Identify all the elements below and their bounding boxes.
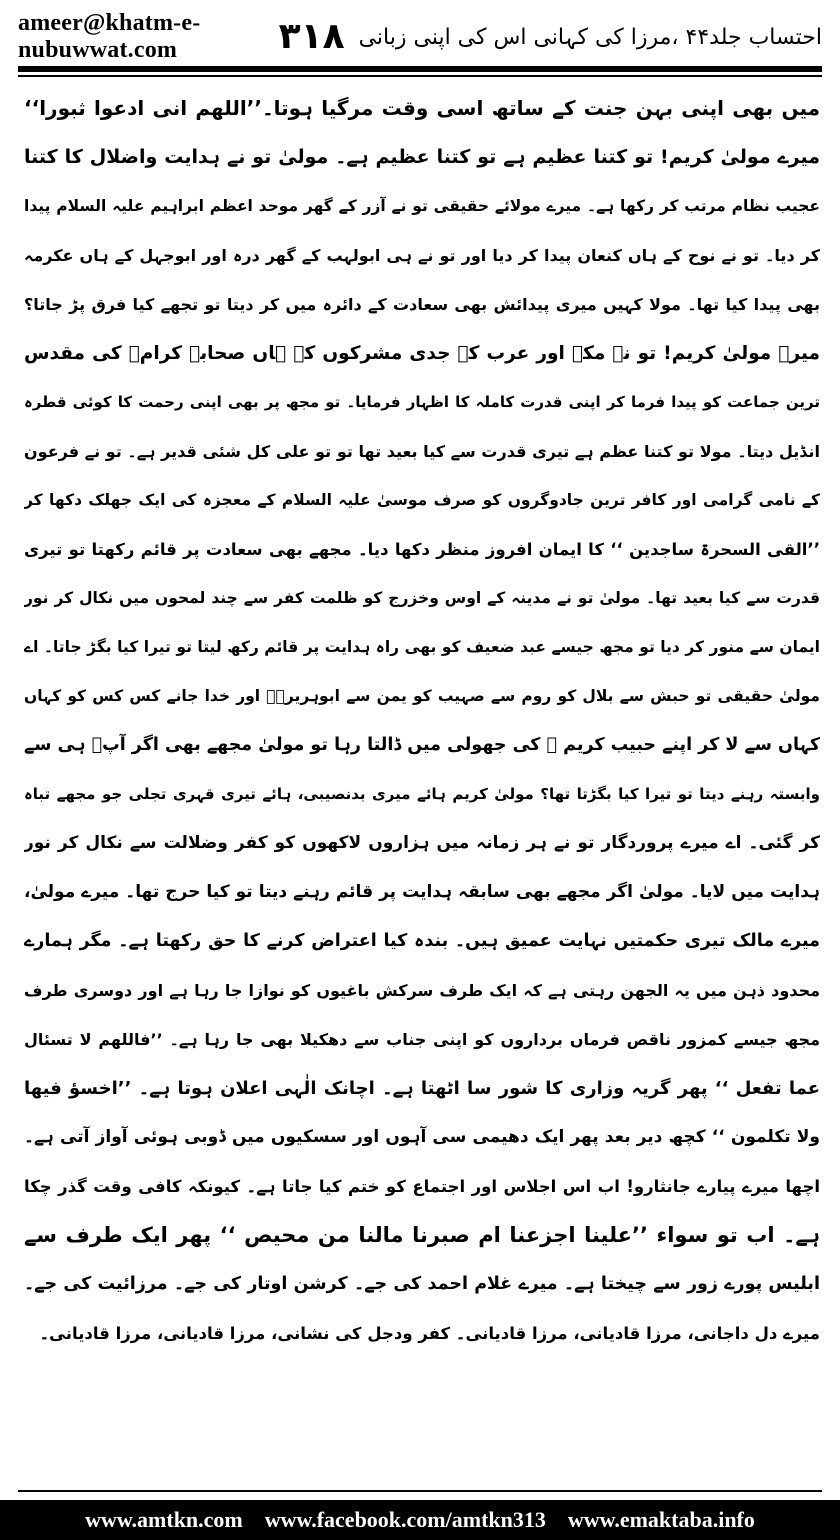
footer-link-amtkn[interactable]: www.amtkn.com	[85, 1507, 243, 1532]
header-email[interactable]: ameer@khatm-e-nubuwwat.com	[18, 10, 201, 63]
text-line: ترین جماعت کو پیدا فرما کر اپنی قدرت کاملہ کا اظہار فرمایا۔ تو مجھ پر بھی اپنی رحمت کا کوئی قطرہ	[24, 393, 820, 411]
text-line: ہے۔ اب تو سواء ’’علینا اجزعنا ام صبرنا مالنا من محیص ‘‘ پھر ایک طرف سے	[24, 1223, 820, 1247]
text-line: ابلیس پورے زور سے چیختا ہے۔ میرے غلام احمد کی جے۔ کرشن اوتار کی جے۔ مرزائیت کی جے۔	[24, 1274, 820, 1294]
text-line: میرے مولیٰ کریم! تو نے مکہ اور عرب کے جدی مشرکوں کے ہاں صحابہ کرامؓ کی مقدس	[24, 343, 820, 364]
text-line: انڈیل دیتا۔ مولا تو کتنا عظم ہے تیری قدرت سے کیا بعید تھا تو تو علی کل شئی قدیر ہے۔ تو نے فرعون	[24, 442, 820, 461]
footer-link-facebook[interactable]: www.facebook.com/amtkn313	[264, 1507, 546, 1532]
body-text	[24, 84, 820, 1358]
text-line: میرے مولیٰ کریم! تو کتنا عظیم ہے تو کتنا عظیم ہے۔ مولیٰ تو نے ہدایت واضلال کا کتنا	[24, 146, 820, 168]
text-line: وابستہ رہنے دیتا تو تیرا کیا بگڑتا تھا؟ مولیٰ کریم ہائے میری بدنصیبی، ہائے تیری قہری تجلی جو مجھے تباہ	[24, 785, 820, 803]
text-line: ولا تکلمون ‘‘ کچھ دیر بعد پھر ایک دھیمی سی آہوں اور سسکیوں میں ڈوبی ہوئی آواز آتی ہے۔	[24, 1127, 820, 1147]
text-line: ایمان سے منور کر دیا تو مجھ جیسے عبد ضعیف کو بھی راہ ہدایت پر قائم رکھ لیتا تو تیرا کیا بگڑ جاتا۔ اے	[24, 638, 820, 656]
text-line: مولیٰ حقیقی تو حبش سے بلال کو روم سے صہیب کو یمن سے ابوہریرہؓ اور خدا جانے کس کس کو کہاں	[24, 687, 820, 705]
text-line: محدود ذہن میں یہ الجھن رہتی ہے کہ ایک طرف سرکش باغیوں کو نوازا جا رہا ہے اور دوسری طرف	[24, 981, 820, 1000]
text-line: کے نامی گرامی اور کافر ترین جادوگروں کو صرف موسیٰ علیہ السلام کے معجزہ کی ایک جھلک دکھا کر	[24, 491, 820, 509]
text-line: ’’القی السحرۃ ساجدین ‘‘ کا ایمان افروز منظر دکھا دیا۔ مجھے بھی سعادت پر قائم رکھتا تو تیری	[24, 540, 820, 559]
header-rule-thin	[18, 75, 822, 77]
footer-link-emaktaba[interactable]: www.emaktaba.info	[567, 1507, 755, 1532]
page-footer	[0, 1500, 840, 1540]
text-line: اچھا میرے پیارے جانثارو! اب اس اجلاس اور اجتماع کو ختم کیا جاتا ہے۔ کیونکہ کافی وقت گذر چکا	[24, 1177, 820, 1196]
text-line: کر دیا۔ تو نے نوح کے ہاں کنعان پیدا کر دیا اور تو نے ہی ابولہب کے گھر درہ اور ابوجہل کے ہاں عکرمہ	[24, 246, 820, 265]
text-line: کر گئی۔ اے میرے پروردگار تو نے ہر زمانہ میں ہزاروں لاکھوں کو کفر وضلالت سے نکال کر نور	[24, 833, 820, 853]
text-line: بھی پیدا کیا تھا۔ مولا کہیں میری پیدائش بھی سعادت کے دائرہ میں کر دیتا تو تجھے کیا فرق پڑ جاتا؟	[24, 295, 820, 314]
header-title-group	[278, 16, 822, 57]
text-line: میرے مالک تیری حکمتیں نہایت عمیق ہیں۔ بندہ کیا اعتراض کرنے کا حق رکھتا ہے۔ مگر ہمارے	[24, 931, 820, 951]
text-line: قدرت سے کیا بعید تھا۔ مولیٰ تو نے مدینہ کے اوس وخزرج کو ظلمت کفر سے چند لمحوں میں نکال کر نور	[24, 589, 820, 607]
page-header	[18, 10, 822, 64]
text-line: میرے دل داجانی، مرزا قادیانی، مرزا قادیانی۔ کفر ودجل کی نشانی، مرزا قادیانی، مرزا قادیانی۔	[39, 1324, 820, 1343]
text-line: عما تفعل ‘‘ پھر گریہ وزاری کا شور سا اٹھتا ہے۔ اچانک الٰہی اعلان ہوتا ہے۔ ’’اخسؤ فیھا	[24, 1078, 820, 1099]
text-line: عجیب نظام مرتب کر رکھا ہے۔ میرے مولائے حقیقی تو نے آزر کے گھر موحد اعظم ابراہیم علیہ السلام پیدا	[24, 197, 820, 215]
text-line: ہدایت میں لایا۔ مولیٰ اگر مجھے بھی سابقہ ہدایت پر قائم رہنے دیتا تو کیا حرج تھا۔ میرے مولیٰ،	[24, 882, 820, 902]
text-line: مجھ جیسے کمزور ناقص فرماں برداروں کو اپنی جناب سے دھکیلا بھی جا رہا ہے۔ ’’فاللھم لا تسئال	[24, 1030, 820, 1049]
text-line: میں بھی اپنی بہن جنت کے ساتھ اسی وقت مرگیا ہوتا۔’’اللھم انی ادعوا ثبورا‘‘	[24, 96, 820, 120]
text-line: کہاں سے لا کر اپنے حبیب کریم ﷺ کی جھولی میں ڈالتا رہا تو مولیٰ مجھے بھی اگر آپؐ ہی سے	[24, 735, 820, 755]
header-rule-thick	[18, 66, 822, 72]
footer-rule-thin	[18, 1490, 822, 1492]
header-title: احتساب جلد۴۴ ،مرزا کی کہانی اس کی اپنی زبانی	[358, 24, 822, 50]
page-number: ۳۱۸	[278, 16, 345, 57]
